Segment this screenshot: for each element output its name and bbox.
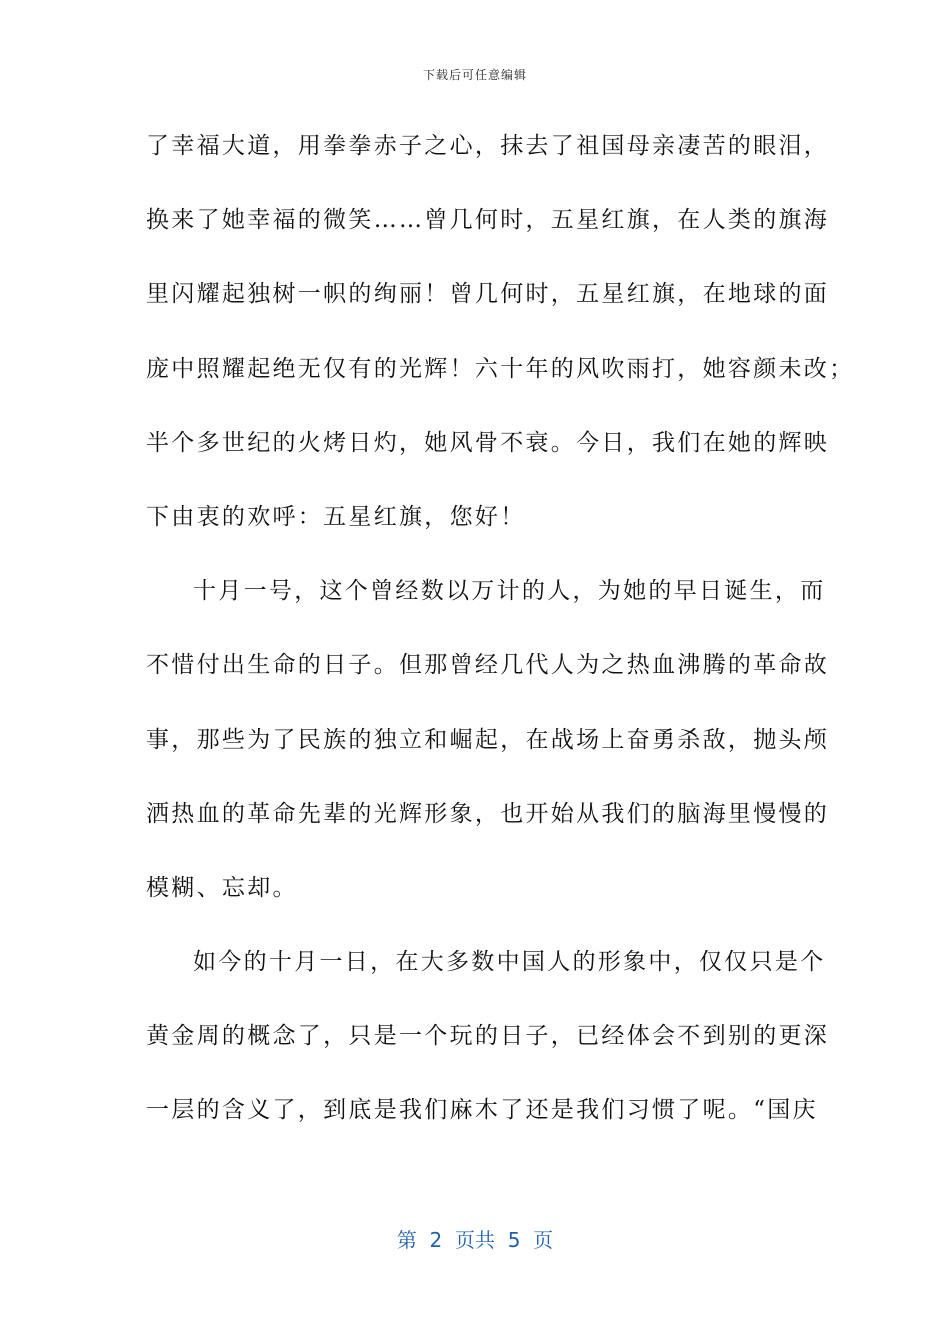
text-line: 换来了她幸福的微笑……曾几何时，五星红旗，在人类的旗海 — [146, 207, 830, 234]
text-line: 下由衷的欢呼：五星红旗，您好！ — [146, 503, 526, 530]
page-number: 第 2 页共 5 页 — [396, 1228, 554, 1252]
text-line: 半个多世纪的火烤日灼，她风骨不衰。今日，我们在她的辉映 — [146, 429, 830, 456]
text-line: 黄金周的概念了，只是一个玩的日子，已经体会不到别的更深 — [146, 1023, 830, 1050]
text-line: 一层的含义了，到底是我们麻木了还是我们习惯了呢。“国庆 — [146, 1097, 818, 1124]
text-line: 洒热血的革命先辈的光辉形象，也开始从我们的脑海里慢慢的 — [146, 800, 830, 827]
text-line: 事，那些为了民族的独立和崛起，在战场上奋勇杀敌，抛头颅 — [146, 726, 830, 753]
text-line: 里闪耀起独树一帜的绚丽！曾几何时，五星红旗，在地球的面 — [146, 281, 830, 308]
text-line: 庞中照耀起绝无仅有的光辉！六十年的风吹雨打，她容颜未改； — [146, 355, 855, 382]
text-line: 不惜付出生命的日子。但那曾经几代人为之热血沸腾的革命故 — [146, 652, 830, 679]
paragraph-start-line: 如今的十月一日，在大多数中国人的形象中，仅仅只是个 — [193, 949, 826, 976]
paragraph-start-line: 十月一号，这个曾经数以万计的人，为她的早日诞生，而 — [193, 578, 826, 605]
document-body — [146, 117, 855, 1156]
download-note: 下载后可任意编辑 — [422, 68, 527, 82]
text-line: 了幸福大道，用拳拳赤子之心，抹去了祖国母亲凄苦的眼泪， — [146, 133, 830, 159]
text-line: 模糊、忘却。 — [146, 874, 298, 901]
